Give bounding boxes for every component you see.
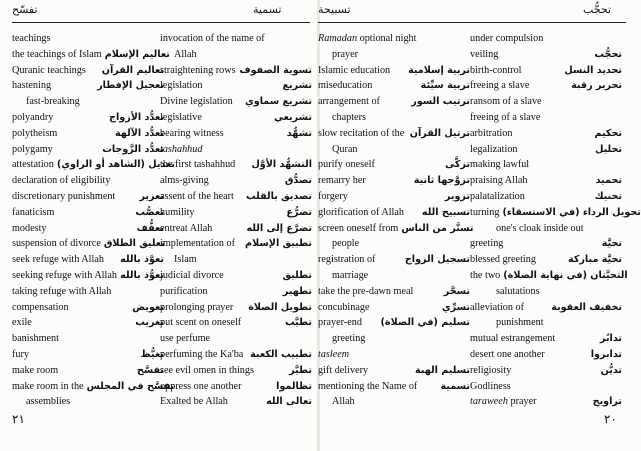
entry-row: [470, 110, 622, 126]
entry-row: [160, 78, 312, 94]
entry-english: ransom of a slave: [470, 96, 542, 108]
entry-row: [160, 363, 312, 379]
entry-arabic: تطويل الصلاة: [248, 301, 312, 313]
entry-english: greeting: [332, 333, 366, 345]
entry-row: [160, 284, 312, 300]
entry-english: purification: [160, 285, 208, 297]
entry-row: [160, 252, 312, 268]
entry-english: marriage: [332, 269, 369, 281]
entry-row: [160, 268, 312, 284]
entry-row: [470, 31, 622, 47]
entry-row: [160, 31, 312, 47]
entry-row: [470, 94, 622, 110]
entry-english: Divine legislation: [160, 96, 233, 108]
entry-english: oppress one another: [160, 380, 242, 392]
entry-english: assent of the heart: [160, 190, 234, 202]
entry-arabic: تحجُّب: [594, 48, 622, 60]
entry-arabic: تسرِّي: [441, 301, 470, 313]
entry-row: [12, 126, 164, 142]
entry-arabic: تطبيق الإسلام: [245, 238, 312, 250]
left-page-column-2: [160, 31, 312, 410]
entry-arabic: ترتيب السور: [411, 96, 470, 108]
entry-english: perfuming the Ka'ba: [160, 348, 244, 360]
entry-english: attestation: [12, 159, 54, 171]
right-page-column-1: [318, 31, 474, 410]
entry-row: [12, 157, 175, 173]
entry-row: [12, 110, 164, 126]
entry-arabic: تحيَّة: [601, 238, 622, 250]
entry-row: [470, 126, 622, 142]
right-page-number: ٢٠: [604, 412, 617, 426]
entry-row: [12, 394, 164, 410]
entry-row: [12, 331, 164, 347]
entry-english: straightening rows: [160, 64, 236, 76]
entry-english: taraweeh prayer: [470, 396, 537, 408]
entry-english: humility: [160, 206, 195, 218]
entry-arabic: تحيَّة مباركة: [568, 254, 622, 266]
left-running-head-outer: تفسّح: [12, 3, 38, 16]
entry-row: [470, 363, 622, 379]
entry-english: alms-giving: [160, 175, 209, 187]
entry-row: [12, 363, 164, 379]
entry-row: [318, 94, 470, 110]
entry-english: legislation: [160, 80, 203, 92]
entry-english: screen oneself from: [318, 222, 399, 234]
entry-english: slow recitation of the: [318, 127, 405, 139]
entry-row: [12, 300, 164, 316]
entry-row: [160, 142, 312, 158]
entry-arabic: تراويح: [592, 396, 622, 408]
entry-english: making lawful: [470, 159, 530, 171]
entry-arabic: تطهير: [282, 285, 312, 297]
entry-english: Allah: [174, 48, 197, 60]
entry-english: bearing witness: [160, 127, 224, 139]
entry-english: mentioning the Name of: [318, 380, 418, 392]
entry-row: [470, 63, 622, 79]
entry-row: [160, 157, 312, 173]
entry-english: fury: [12, 348, 29, 360]
entry-arabic: تشريع: [282, 80, 312, 92]
entry-english: under compulsion: [470, 33, 544, 44]
entry-arabic: تعدُّد الأزواج: [109, 111, 164, 123]
entry-arabic: تحليل: [595, 143, 622, 155]
entry-row: [160, 63, 312, 79]
entry-arabic: تعديل (الشاهد أو الراوي): [56, 159, 175, 171]
entry-arabic: تعويض: [132, 301, 164, 313]
entry-arabic: تديُّن: [600, 364, 622, 376]
entry-english: freeing a slave: [470, 80, 530, 92]
entry-english: Allah: [332, 396, 355, 408]
entry-english: discretionary punishment: [12, 190, 116, 202]
entry-english: turning: [470, 206, 500, 218]
entry-english: praising Allah: [470, 175, 528, 187]
entry-row: [12, 221, 164, 237]
entry-arabic: تعجيل الإفطار: [97, 80, 164, 92]
entry-arabic: تحميد: [595, 175, 622, 187]
right-running-head-inner: تسبيحة: [318, 3, 351, 16]
entry-row: [318, 221, 474, 237]
entry-arabic: تسحَّر: [443, 285, 470, 297]
entry-row: [160, 189, 312, 205]
entry-arabic: تدابُر: [599, 333, 622, 345]
entry-row: [160, 315, 312, 331]
entry-row: [470, 47, 622, 63]
entry-english: polygamy: [12, 143, 53, 155]
entry-arabic: تزوَّجها ثانية: [413, 175, 470, 187]
entry-arabic: تعدُّد الآلهة: [114, 127, 164, 139]
entry-arabic: تعصُّب: [135, 206, 164, 218]
entry-english: greeting: [470, 238, 504, 250]
entry-arabic: تربية سيِّئة: [420, 80, 470, 92]
entry-row: [318, 110, 470, 126]
entry-row: [318, 331, 470, 347]
left-header-rule: [12, 22, 310, 23]
right-running-head-outer: تحجُّب: [583, 3, 612, 16]
entry-english: glorification of Allah: [318, 206, 405, 218]
entry-row: [470, 173, 622, 189]
entry-row: [318, 379, 470, 395]
entry-english: invocation of the name of: [160, 33, 265, 44]
entry-row: [12, 252, 164, 268]
entry-english: make room in the: [12, 380, 84, 392]
entry-english: miseducation: [318, 80, 373, 92]
entry-row: [470, 78, 622, 94]
entry-row: [470, 142, 622, 158]
entry-row: [318, 142, 470, 158]
entry-english: suspension of divorce: [12, 238, 101, 250]
entry-row: [318, 236, 470, 252]
entry-english: salutations: [496, 285, 540, 297]
right-header-rule: [318, 22, 626, 23]
entry-english: assemblies: [26, 396, 71, 408]
entry-english: entreat Allah: [160, 222, 213, 234]
entry-arabic: تسليم الهبة: [414, 364, 470, 376]
entry-row: [12, 31, 164, 47]
entry-english: Godliness: [470, 380, 511, 392]
entry-arabic: تظالموا: [276, 380, 312, 392]
entry-english: remarry her: [318, 175, 366, 187]
entry-row: [318, 300, 470, 316]
entry-row: [318, 347, 470, 363]
entry-english: veiling: [470, 48, 499, 60]
entry-arabic: التشهُّد الأوَّل: [251, 159, 312, 171]
entry-arabic: تسبيح الله: [421, 206, 470, 218]
entry-english: registration of: [318, 254, 376, 266]
entry-arabic: تحنيك: [594, 190, 622, 202]
entry-english: forgery: [318, 190, 348, 202]
entry-row: [160, 347, 312, 363]
entry-row: [318, 173, 470, 189]
entry-english: seeking refuge with Allah: [12, 269, 117, 281]
entry-english: legalization: [470, 143, 518, 155]
entry-english: one's cloak inside out: [496, 222, 584, 234]
entry-row: [12, 347, 164, 363]
entry-english: teachings: [12, 33, 51, 44]
entry-row: [160, 221, 312, 237]
entry-row: [12, 236, 164, 252]
entry-english: alleviation of: [470, 301, 525, 313]
entry-english: blessed greeting: [470, 254, 536, 266]
entry-english: prayer: [332, 48, 359, 60]
entry-arabic: تحرير رقبة: [571, 80, 622, 92]
entry-arabic: تسجيل الزواج: [404, 254, 470, 266]
entry-arabic: تعوَّذ بالله: [120, 254, 164, 266]
entry-english: Ramadan optional night: [318, 33, 417, 44]
entry-english: purify oneself: [318, 159, 375, 171]
entry-row: [12, 78, 164, 94]
entry-row: [160, 331, 312, 347]
entry-row: [470, 252, 622, 268]
entry-row: [160, 110, 312, 126]
entry-english: the two: [470, 269, 501, 281]
entry-english: the teachings of Islam: [12, 48, 102, 60]
entry-arabic: تضرُّع: [286, 206, 312, 218]
entry-english: see evil omen in things: [160, 364, 254, 376]
entry-english: declaration of eligibility: [12, 175, 111, 187]
entry-english: Quranic teachings: [12, 64, 86, 76]
entry-row: [12, 268, 164, 284]
entry-english: gift delivery: [318, 364, 369, 376]
entry-english: prolonging prayer: [160, 301, 234, 313]
entry-english: fast-breaking: [26, 96, 80, 108]
entry-english: birth-control: [470, 64, 522, 76]
entry-row: [160, 379, 312, 395]
entry-row: [470, 284, 622, 300]
entry-english: hastening: [12, 80, 52, 92]
entry-english: desert one another: [470, 348, 545, 360]
entry-row: [470, 221, 622, 237]
entry-row: [470, 379, 622, 395]
entry-arabic: تطييب الكعبة: [250, 348, 312, 360]
entry-row: [318, 284, 470, 300]
entry-arabic: تعفُّف: [136, 222, 164, 234]
entry-row: [318, 268, 470, 284]
entry-arabic: تسليم (في الصلاة): [380, 317, 470, 329]
entry-arabic: تفسَّح في المجلس: [86, 380, 175, 392]
entry-arabic: تعدُّد الزَّوجات: [102, 143, 164, 155]
entry-english: seek refuge with Allah: [12, 254, 104, 266]
entry-row: [470, 347, 622, 363]
entry-arabic: تسمية: [440, 380, 470, 392]
entry-arabic: تشهُّد: [286, 127, 312, 139]
entry-row: [318, 189, 470, 205]
entry-row: [12, 189, 164, 205]
entry-row: [318, 47, 470, 63]
entry-english: compensation: [12, 301, 69, 313]
entry-english: Exalted be Allah: [160, 396, 228, 408]
entry-english: exile: [12, 317, 32, 329]
entry-english: Quran: [332, 143, 358, 155]
entry-row: [160, 47, 312, 63]
entry-english: religiosity: [470, 364, 512, 376]
entry-arabic: تغريب: [135, 317, 164, 329]
entry-row: [160, 173, 312, 189]
entry-row: [470, 157, 622, 173]
entry-row: [12, 205, 164, 221]
entry-arabic: تشريع سماوي: [244, 96, 312, 108]
entry-english: arrangement of: [318, 96, 380, 108]
entry-arabic: ترتيل القرآن: [409, 127, 470, 139]
entry-english: judicial divorce: [160, 269, 224, 281]
entry-row: [12, 315, 164, 331]
entry-english: put scent on oneself: [160, 317, 242, 329]
entry-row: [12, 284, 164, 300]
entry-english: concubinage: [318, 301, 370, 313]
entry-english: make room: [12, 364, 59, 376]
entry-english: arbitration: [470, 127, 513, 139]
entry-arabic: تصدُّق: [284, 175, 312, 187]
entry-row: [470, 315, 622, 331]
entry-row: [12, 63, 164, 79]
entry-arabic: تغيُّظ: [140, 348, 164, 360]
entry-row: [12, 47, 170, 63]
entry-row: [12, 173, 164, 189]
entry-arabic: تفسَّح: [136, 364, 164, 376]
entry-row: [318, 363, 470, 379]
entry-english: use perfume: [160, 333, 211, 345]
entry-english: Islam: [174, 254, 197, 266]
entry-arabic: تطيَّب: [284, 317, 312, 329]
entry-row: [318, 394, 470, 410]
entry-arabic: تصديق بالقلب: [246, 190, 312, 202]
entry-row: [160, 236, 312, 252]
entry-row: [318, 31, 470, 47]
entry-english: Islamic education: [318, 64, 391, 76]
entry-english: tashahhud: [160, 143, 203, 155]
entry-arabic: تحكيم: [594, 127, 622, 139]
entry-row: [470, 236, 622, 252]
entry-english: freeing of a slave: [470, 111, 541, 123]
entry-english: the first tashahhud: [160, 159, 236, 171]
entry-arabic: تعاليم القرآن: [101, 64, 164, 76]
entry-row: [470, 268, 628, 284]
entry-arabic: تشريعي: [273, 111, 312, 123]
entry-arabic: تحديد النسل: [564, 64, 622, 76]
entry-row: [12, 142, 164, 158]
entry-row: [470, 331, 622, 347]
entry-row: [160, 205, 312, 221]
entry-arabic: تزوير: [444, 190, 470, 202]
entry-row: [318, 205, 470, 221]
entry-row: [470, 394, 622, 410]
entry-arabic: تسوية الصفوف: [239, 64, 312, 76]
entry-arabic: تعليق الطلاق: [103, 238, 165, 250]
entry-arabic: تعزير: [139, 190, 164, 202]
entry-row: [470, 189, 622, 205]
entry-arabic: تعوُّذ بالله: [120, 269, 164, 281]
entry-english: people: [332, 238, 360, 250]
entry-english: legislative: [160, 111, 202, 123]
entry-row: [160, 300, 312, 316]
entry-row: [318, 157, 470, 173]
entry-english: modesty: [12, 222, 47, 234]
entry-row: [318, 315, 470, 331]
left-page-number: ٢١: [12, 412, 25, 426]
entry-row: [160, 126, 312, 142]
entry-english: take the pre-dawn meal: [318, 285, 414, 297]
entry-arabic: تطيَّر: [289, 364, 312, 376]
entry-row: [318, 63, 470, 79]
entry-english: taking refuge with Allah: [12, 285, 112, 297]
entry-row: [12, 94, 164, 110]
entry-arabic: تطليق: [282, 269, 312, 281]
entry-arabic: التحيَّتان (في نهاية الصلاة): [503, 269, 628, 281]
entry-row: [318, 252, 470, 268]
entry-english: banishment: [12, 333, 59, 345]
entry-english: mutual estrangement: [470, 333, 556, 345]
entry-arabic: تضرَّع إلى الله: [246, 222, 312, 234]
entry-row: [160, 94, 312, 110]
left-running-head-inner: تسمية: [253, 3, 282, 16]
entry-arabic: تدابروا: [590, 348, 622, 360]
entry-english: implementation of: [160, 238, 235, 250]
entry-row: [318, 126, 470, 142]
entry-english: prayer-end: [318, 317, 362, 329]
entry-row: [470, 300, 622, 316]
entry-arabic: تعاليم الإسلام: [104, 48, 170, 60]
entry-arabic: تحويل الرداء (في الاستسقاء): [502, 206, 641, 218]
entry-english: polytheism: [12, 127, 58, 139]
right-page-column-2: [470, 31, 641, 410]
entry-arabic: تزكَّى: [445, 159, 470, 171]
entry-arabic: تعالى الله: [266, 396, 312, 408]
entry-arabic: تستَّر من الناس: [401, 222, 474, 234]
entry-english: palatalization: [470, 190, 525, 202]
entry-row: [160, 394, 312, 410]
entry-arabic: تربية إسلامية: [408, 64, 470, 76]
entry-arabic: تخفيف العقوبة: [551, 301, 622, 313]
left-page-column-1: [12, 31, 175, 410]
entry-row: [470, 205, 641, 221]
entry-english: polyandry: [12, 111, 54, 123]
entry-english: punishment: [496, 317, 544, 329]
entry-row: [318, 78, 470, 94]
entry-english: tasleem: [318, 348, 350, 360]
entry-row: [12, 379, 175, 395]
entry-english: chapters: [332, 111, 366, 123]
entry-english: fanaticism: [12, 206, 55, 218]
